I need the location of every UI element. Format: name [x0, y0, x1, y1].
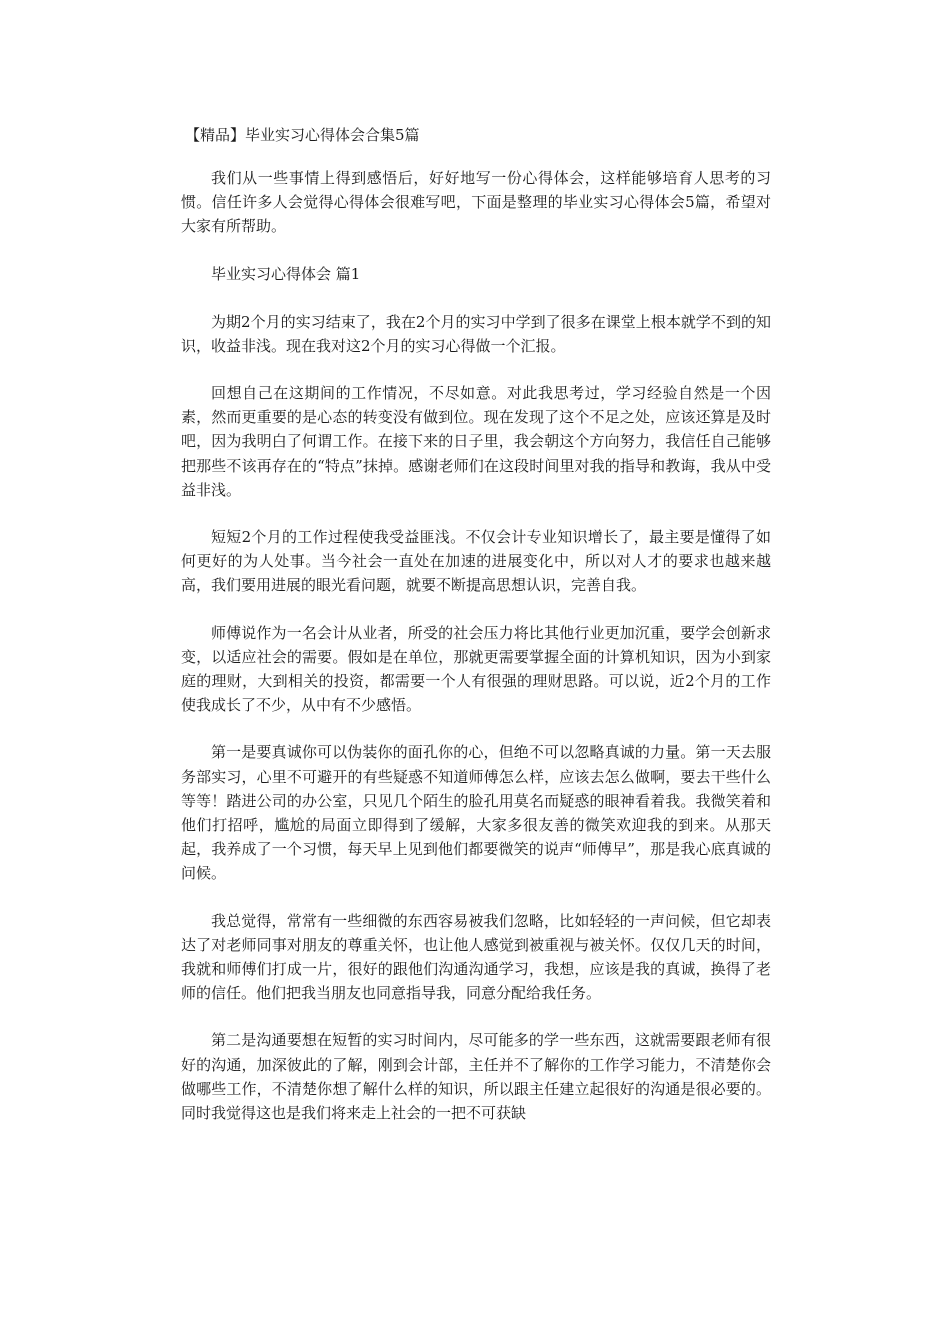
- section-heading: 毕业实习心得体会 篇1: [211, 264, 361, 283]
- body-paragraph-1: 为期2个月的实习结束了，我在2个月的实习中学到了很多在课堂上根本就学不到的知识，收益非浅。现在我对这2个月的实习心得做一个汇报。: [181, 312, 771, 355]
- body-paragraph-3: 短短2个月的工作过程使我受益匪浅。不仅会计专业知识增长了，最主要是懂得了如何更好的为人处事。当今社会一直处在加速的进展变化中，所以对人才的要求也越来越高，我们要用进展的眼光看问题，就要不断提高思想认识，完善自我。: [181, 528, 771, 595]
- body-paragraph-6: 我总觉得，常常有一些细微的东西容易被我们忽略，比如轻轻的一声问候，但它却表达了对老师同事对朋友的尊重关怀，也让他人感觉到被重视与被关怀。仅仅几天的时间，我就和师傅们打成一片，很好的跟他们沟通沟通学习，我想，应该是我的真诚，换得了老师的信任。他们把我当朋友也同意指导我，同意分配给我任务。: [181, 911, 771, 1003]
- body-paragraph-2: 回想自己在这期间的工作情况，不尽如意。对此我思考过，学习经验自然是一个因素，然而更重要的是心态的转变没有做到位。现在发现了这个不足之处，应该还算是及时吧，因为我明白了何谓工作。在接下来的日子里，我会朝这个方向努力，我信任自己能够把那些不该再存在的“特点”抹掉。感谢老师们在这段时间里对我的指导和教诲，我从中受益非浅。: [181, 384, 771, 499]
- body-paragraph-7: 第二是沟通要想在短暂的实习时间内，尽可能多的学一些东西，这就需要跟老师有很好的沟通，加深彼此的了解，刚到会计部，主任并不了解你的工作学习能力，不清楚你会做哪些工作，不清楚你想了解什么样的知识，所以跟主任建立起很好的沟通是很必要的。同时我觉得这也是我们将来走上社会的一把不可获缺: [181, 1031, 771, 1123]
- body-paragraph-4: 师傅说作为一名会计从业者，所受的社会压力将比其他行业更加沉重，要学会创新求变，以适应社会的需要。假如是在单位，那就更需要掌握全面的计算机知识，因为小到家庭的理财，大到相关的投资，都需要一个人有很强的理财思路。可以说，近2个月的工作使我成长了不少，从中有不少感悟。: [181, 623, 771, 715]
- body-paragraph-5: 第一是要真诚你可以伪装你的面孔你的心，但绝不可以忽略真诚的力量。第一天去服务部实习，心里不可避开的有些疑惑不知道师傅怎么样，应该去怎么做啊，要去干些什么等等！踏进公司的办公室，只见几个陌生的脸孔用莫名而疑惑的眼神看着我。我微笑着和他们打招呼，尴尬的局面立即得到了缓解，大家多很友善的微笑欢迎我的到来。从那天起，我养成了一个习惯，每天早上见到他们都要微笑的说声“师傅早”，那是我心底真诚的问候。: [181, 743, 771, 883]
- intro-paragraph: 我们从一些事情上得到感悟后，好好地写一份心得体会，这样能够培育人思考的习惯。信任许多人会觉得心得体会很难写吧，下面是整理的毕业实习心得体会5篇，希望对大家有所帮助。: [181, 169, 771, 236]
- document-page: [181, 122, 771, 1148]
- document-title: 【精品】毕业实习心得体会合集5篇: [185, 126, 420, 144]
